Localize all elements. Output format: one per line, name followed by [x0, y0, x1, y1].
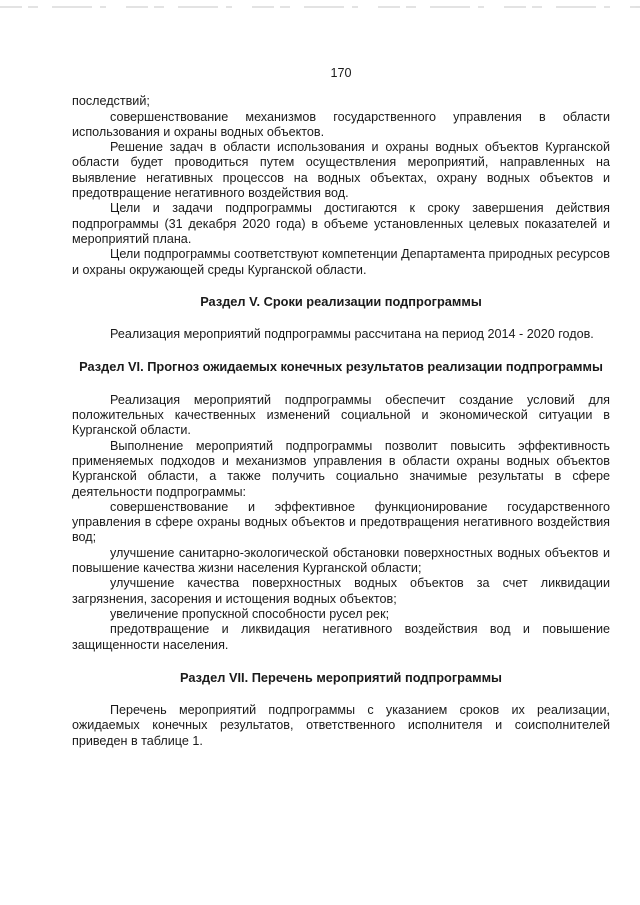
paragraph: Цели и задачи подпрограммы достигаются к сроку завершения действия подпрограммы (31 декабря 2020 года) в объеме установленных целевых показателей и мероприятий плана. — [72, 201, 610, 246]
paragraph: совершенствование и эффективное функционирование государственного управления в сфере охраны водных объектов и предотвращения негативного воздействия вод; — [72, 499, 610, 545]
paragraph: улучшение санитарно-экологической обстановки поверхностных водных объектов и повышение качества жизни населения Курганской области; — [72, 545, 610, 576]
paragraph: Выполнение мероприятий подпрограммы позволит повысить эффективность применяемых подходов и механизмов управления в области охраны водных объектов Курганской области, а также получить социально значимые результаты в сфере деятельности подпрограммы: — [72, 438, 610, 499]
paragraph: последствий; — [72, 94, 150, 109]
section-heading: Раздел VII. Перечень мероприятий подпрограммы — [180, 669, 502, 685]
paragraph: улучшение качества поверхностных водных объектов за счет ликвидации загрязнения, засорения и истощения водных объектов; — [72, 576, 610, 606]
paragraph: совершенствование механизмов государственного управления в области использования и охраны водных объектов. — [72, 109, 610, 139]
paragraph: Реализация мероприятий подпрограммы обеспечит создание условий для положительных качественных изменений социальной и экономической ситуации в Курганской области. — [72, 392, 610, 438]
paragraph: Цели подпрограммы соответствуют компетенции Департамента природных ресурсов и охраны окружающей среды Курганской области. — [72, 247, 610, 277]
paragraph: увеличение пропускной способности русел рек; — [110, 606, 390, 621]
scan-artifact-line — [0, 6, 640, 8]
section-heading: Раздел V. Сроки реализации подпрограммы — [200, 293, 482, 309]
paragraph: Реализация мероприятий подпрограммы рассчитана на период 2014 - 2020 годов. — [110, 327, 594, 342]
paragraph: Решение задач в области использования и охраны водных объектов Курганской области будет проводиться путем осуществления мероприятий, направленных на выявление негативных процессов на водных объектах, охрану водных объектов и предотвращение негативного воздействия вод. — [72, 140, 610, 201]
document-page — [72, 66, 610, 749]
paragraph: Перечень мероприятий подпрограммы с указанием сроков их реализации, ожидаемых конечных результатов, ответственного исполнителя и соисполнителей приведен в таблице 1. — [72, 703, 610, 748]
section-heading: Раздел VI. Прогноз ожидаемых конечных результатов реализации подпрограммы — [79, 359, 603, 375]
page-number: 170 — [330, 66, 352, 80]
paragraph: предотвращение и ликвидация негативного воздействия вод и повышение защищенности населения. — [72, 622, 610, 652]
